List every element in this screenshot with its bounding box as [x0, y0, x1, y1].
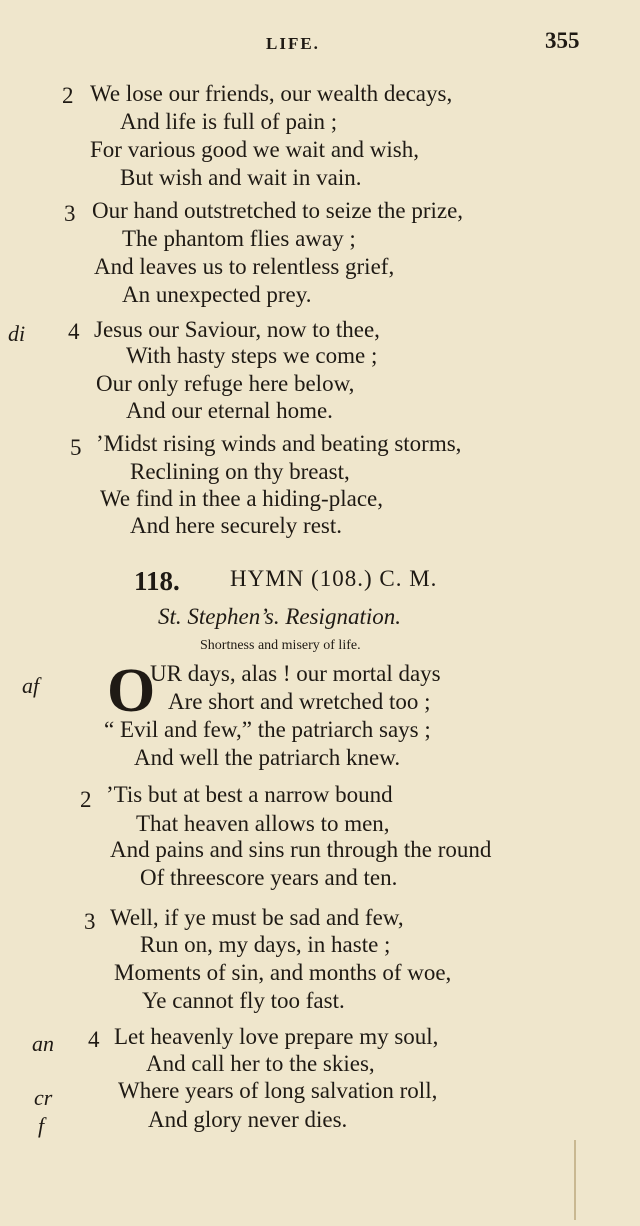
verse-line: ’Midst rising winds and beating storms,: [96, 431, 462, 456]
verse-line: Of threescore years and ten.: [140, 865, 398, 890]
page-number: 355: [545, 28, 580, 53]
verse-line: For various good we wait and wish,: [90, 137, 419, 162]
verse-number: 2: [62, 83, 74, 108]
verse-line: “ Evil and few,” the patriarch says ;: [104, 717, 431, 742]
verse-line: Our hand outstretched to seize the prize,: [92, 198, 464, 223]
verse-line: And call her to the skies,: [146, 1051, 375, 1076]
verse-number: 3: [64, 201, 76, 226]
dynamic-marking: cr: [34, 1085, 53, 1110]
page-edge-line: [574, 1140, 576, 1220]
verse-line: Moments of sin, and months of woe,: [114, 960, 452, 985]
verse-line: Are short and wretched too ;: [168, 689, 431, 714]
verse-number: 4: [68, 319, 80, 344]
verse-line: And well the patriarch knew.: [134, 745, 401, 770]
verse-line: And here securely rest.: [130, 513, 343, 538]
verse-line: Ye cannot fly too fast.: [142, 988, 345, 1013]
verse-line: And pains and sins run through the round: [110, 837, 492, 862]
verse-line: But wish and wait in vain.: [120, 165, 362, 190]
verse-line: Run on, my days, in haste ;: [140, 932, 391, 957]
dynamic-marking: an: [32, 1031, 54, 1056]
verse-line: Let heavenly love prepare my soul,: [114, 1024, 439, 1049]
verse-line: Jesus our Saviour, now to thee,: [94, 317, 380, 342]
verse-line: UR days, alas ! our mortal days: [150, 661, 441, 686]
hymn-subject: Shortness and misery of life.: [200, 638, 361, 653]
verse-line: And life is full of pain ;: [120, 109, 338, 134]
drop-cap: O: [107, 657, 156, 725]
verse-number: 3: [84, 909, 96, 934]
verse-line: And our eternal home.: [126, 398, 333, 423]
verse-line: ’Tis but at best a narrow bound: [106, 782, 393, 807]
verse-line: Reclining on thy breast,: [130, 459, 350, 484]
verse-number: 4: [88, 1027, 100, 1052]
verse-number: 2: [80, 787, 92, 812]
verse-line: We find in thee a hiding-place,: [100, 486, 383, 511]
verse-line: Where years of long salvation roll,: [118, 1078, 438, 1103]
verse-line: We lose our friends, our wealth decays,: [90, 81, 453, 106]
verse-line: The phantom flies away ;: [122, 226, 356, 251]
verse-line: Well, if ye must be sad and few,: [110, 905, 404, 930]
verse-number: 5: [70, 435, 82, 460]
verse-line: Our only refuge here below,: [96, 371, 355, 396]
running-header: LIFE.: [266, 34, 320, 53]
verse-line: With hasty steps we come ;: [126, 343, 378, 368]
hymn-number: 118.: [134, 566, 180, 596]
dynamic-marking: af: [22, 673, 40, 698]
verse-line: And leaves us to relentless grief,: [94, 254, 395, 279]
verse-line: And glory never dies.: [148, 1107, 348, 1132]
dynamic-marking: f: [38, 1113, 45, 1138]
verse-line: That heaven allows to men,: [136, 811, 390, 836]
verse-line: An unexpected prey.: [122, 282, 312, 307]
tune-names: St. Stephen’s. Resignation.: [158, 604, 401, 629]
hymn-title: HYMN (108.) C. M.: [230, 566, 438, 591]
dynamic-marking: di: [8, 321, 26, 346]
